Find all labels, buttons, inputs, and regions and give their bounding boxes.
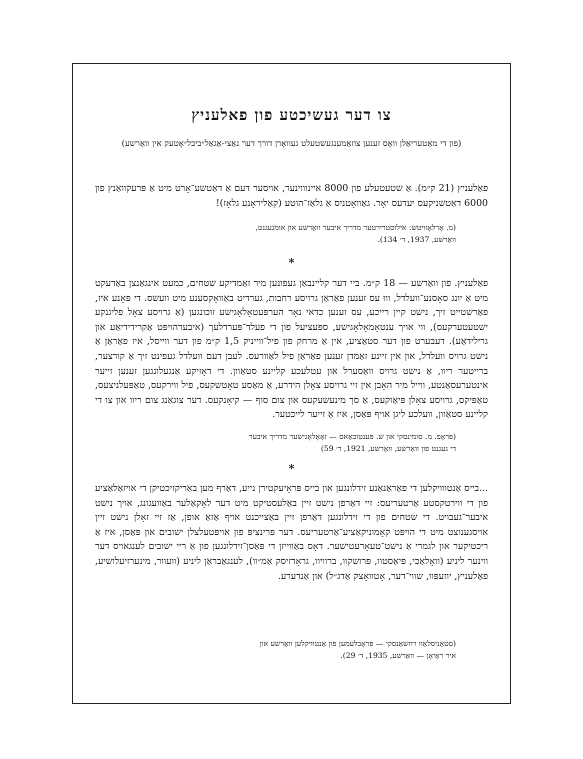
section-3-body <box>95 482 488 584</box>
page-subtitle: (פון די מאַטעריאַלן וואָס זענען צוזאַמענגעשטעלט געוואָרן דורך דער נאַצי-אַגאַל״ביבל״אָטעק אין וואַרשע) <box>121 139 462 149</box>
page-title: צו דער געשיכטע פון פאלעניץ <box>191 106 392 124</box>
section-3-citation <box>113 638 456 662</box>
section-1-citation <box>113 222 456 246</box>
section-separator: * <box>288 462 295 475</box>
section-2-citation <box>113 431 456 455</box>
section-2-body <box>95 277 488 423</box>
section-1-body <box>95 182 488 211</box>
citation-line: וואַרשע, 1937, ד׳ 134). <box>377 235 456 244</box>
section-separator: * <box>288 256 295 269</box>
citation-line: (מ. אָרלאָוויטש: אילוסטרירטער מדריך איבער וואַרשע און אומגעגנט, <box>255 223 456 232</box>
citation-line: די געגנט פון וואַרשע, וואַרשע, 1921, ד׳ 59) <box>320 444 456 453</box>
document-frame <box>72 63 511 704</box>
citation-line: איר ראַיאָן — וואַרשע, 1935, ד׳ 29). <box>340 651 456 660</box>
section-3-text: ...בייס אַנטווויקלען די פאַראַנאַנע זידלונגען און בייס פּראָיעקטירן נייע, דאַרף מען באַריקזיכטיקן די אויזאַלאַציע פון די ווירטקסטע אַרטעריעס: זיי דאַרפן נישט זיין באַלעסטיקט מיט דער לאָקאַלער באַוועגונג, אויך נישט איבער־געבויט. די שטחים פון די זידלונגען דאַרפן זיין באַצייכנט אויף אַזאַ אופן, אַז זיי זאָלן נישט זיין אויסגענוצט מיט די הויפּט קאָמוניקאַציע־אַרטעריעס. דער פּרינציפּ פון אויפּטעלצלן ישובים און פּאַסן, איז אַ ריכטיקער און לגמרי אַ נישט־טעאָרעטישער. דאָס באַווייזן די פּאַסן־זידלונגען פון אַ ריי ישובים לענגאויס דער ווינער ליניע (וואָלאַכי, פּיאַסטוו, פּרושקוו, ברוויוו, גראָדזיסק אַמ״וו), לענגאַבראַן ליניע (וועוור, מינערזיעלושיע, פאַלעניץ, יוזעפּוו, שווי־דער, אָטוואָצק אַדג״ל) און אַנדערע. <box>95 483 488 582</box>
section-1-text: פאַלעניץ (21 ק״מ). אַ שטעטעלע פון 8000 איינוווינער, אויסער דעם אַ דאַטשע־אָרט מיט אַ פּרעקוואַנץ פון 6000 דאַטשניקעס יעדעס יאָר. גאַוואָטניס אַ גלאַז־הוטע (קאַליראָנע גלאָז)! <box>95 183 489 209</box>
citation-line: (סטאַניסלאַוו רוזשאַנסקי — פּראָבלעמען פון אַנטוויקלען וואַרשע און <box>259 639 456 648</box>
section-2-text: פאַלעניץ. פון וואַרשע — 18 ק״מ. ביי דער קליינבאַן געפונען מיר זאַמדיקע שטחים, כמעט אינגאַנצן באַדעקט מיט אַ יונג סאָסנע־וועלדל, וווּ עס זענען פאַראַן גרויסע רחבות, גערדיט באַוואָקסענע מיט וועשס. די פּאָנע איז, פאַרשטייט זיך, נישט קיין רייכע, עס זענען כדאי נאָר הערפּעטאָלאָגישע זוכונגען (אַ גרויסע צאָל פליגנקע ישטעטערקעס), ווי אויך ענטאָמאָלאָגישע, ספּעציעל פון די פעלד־פּערדלעך (איבערהויפּט אַקרידידיאַע און גרילידאַע). דעבערט פון דער סטאַציע, אין אַ מרחק פון פיל־ווייניק 1,5 ק״מ פון דער ווייסל, איז פאַראַן אַ נישט גרויס וועלדל, און אין זיינע זאַמדן זענען פאַראַן פיל לאַוורעס. לעבן דעם וועלדל געפינט זיך אַ קורצער, ברייטער ריוו, אַ נישט גרויס וואַסערל און עטלעכע קליינע סטאַוון. די דאָזיקע אַנגעלונגען זענען זייער אינטערעסאַנטע, ווייל מיר האָבן אין זיי גרויסע צאָלן הידרע, אַ מאַסע טאָטשקעס, פיל ווירקעס, טאַפּעלניצעס, טאַפּיקס, גרויסע צאָלן פּיאַוקעס, אַ סך מינעשעקעס און צום סוף — קיאָנקעס. דער צוגאַנג צום ריוו און צו די קליינע סטאַוון, וועלכע ליגן אויף פּאַסן, איז אַ זייער לייכטער. <box>95 278 488 421</box>
citation-line: (פּראָפ. מ. סומינסקי און ש. פּענטובאַאס — זאָאָלאָגישער מדריך איבער <box>248 432 456 441</box>
